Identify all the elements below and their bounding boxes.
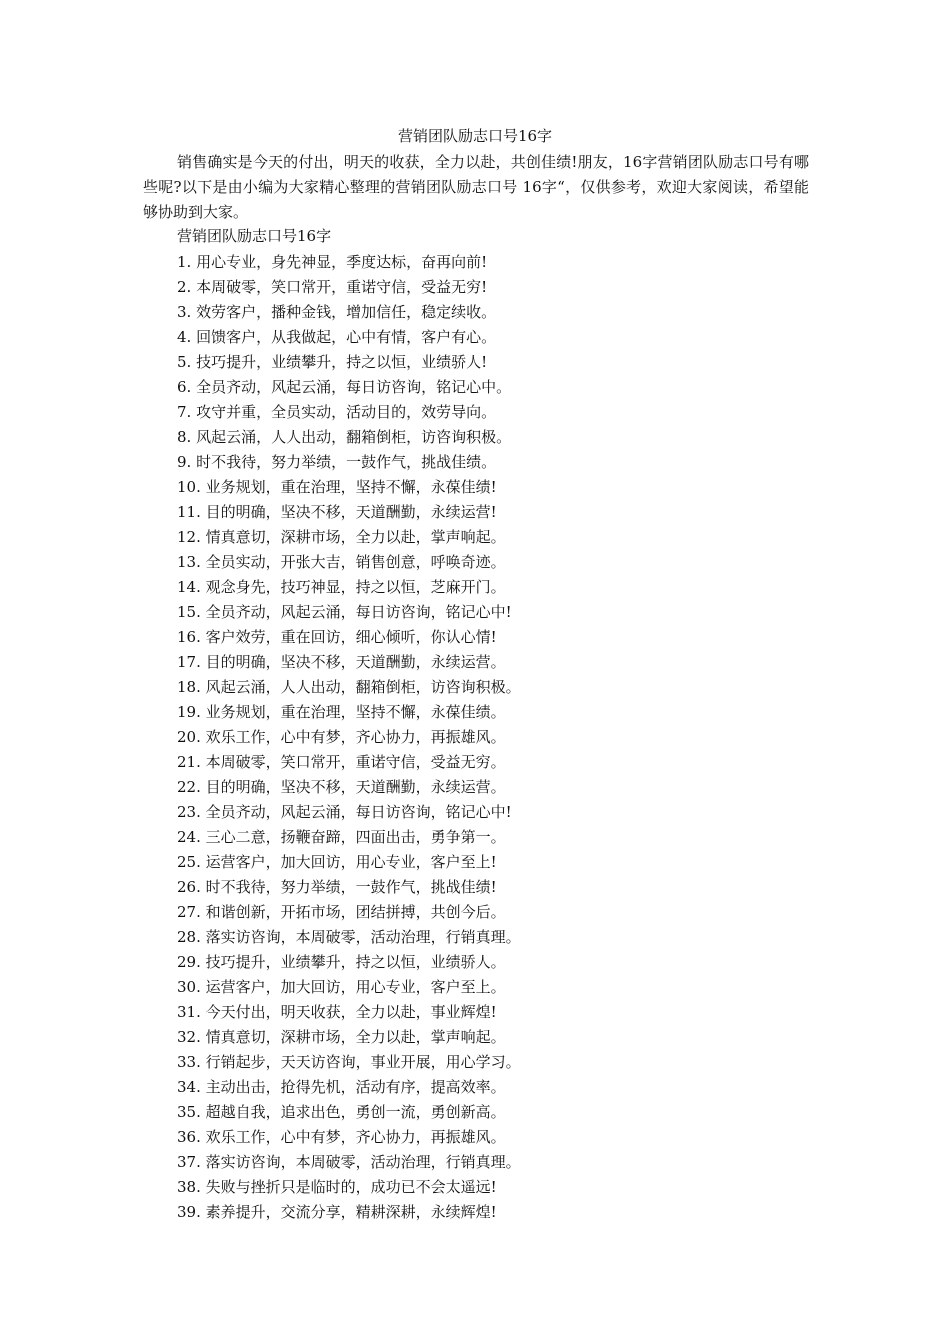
list-item: 21. 本周破零，笑口常开，重诺守信，受益无穷。	[177, 753, 506, 771]
list-item: 36. 欢乐工作，心中有梦，齐心协力，再振雄风。	[177, 1128, 506, 1146]
list-item: 39. 素养提升，交流分享，精耕深耕，永续辉煌!	[177, 1203, 497, 1221]
list-item: 25. 运营客户，加大回访，用心专业，客户至上!	[177, 853, 497, 871]
list-item: 33. 行销起步，天天访咨询，事业开展，用心学习。	[177, 1053, 521, 1071]
list-item: 29. 技巧提升，业绩攀升，持之以恒，业绩骄人。	[177, 953, 506, 971]
list-item: 30. 运营客户，加大回访，用心专业，客户至上。	[177, 978, 506, 996]
list-item: 8. 风起云涌，人人出动，翻箱倒柜，访咨询积极。	[177, 428, 512, 446]
list-item: 37. 落实访咨询，本周破零，活动治理，行销真理。	[177, 1153, 521, 1171]
list-item: 13. 全员实动，开张大吉，销售创意，呼唤奇迹。	[177, 553, 506, 571]
list-item: 5. 技巧提升，业绩攀升，持之以恒，业绩骄人!	[177, 353, 488, 371]
list-subheading: 营销团队励志口号16字	[177, 227, 332, 245]
list-item: 20. 欢乐工作，心中有梦，齐心协力，再振雄风。	[177, 728, 506, 746]
intro-paragraph: 销售确实是今天的付出，明天的收获，全力以赴，共创佳绩!朋友，16字营销团队励志口号有哪些呢?以下是由小编为大家精心整理的营销团队励志口号 16字“，仅供参考，欢迎大家阅读，希望能够协助到大家。	[143, 153, 809, 221]
document-title: 营销团队励志口号16字	[397, 127, 553, 145]
list-item: 12. 情真意切，深耕市场，全力以赴，掌声响起。	[177, 528, 506, 546]
list-item: 18. 风起云涌，人人出动，翻箱倒柜，访咨询积极。	[177, 678, 521, 696]
list-item: 2. 本周破零，笑口常开，重诺守信，受益无穷!	[177, 278, 488, 296]
list-item: 17. 目的明确，坚决不移，天道酬勤，永续运营。	[177, 653, 506, 671]
list-item: 14. 观念身先，技巧神显，持之以恒，芝麻开门。	[177, 578, 506, 596]
list-item: 16. 客户效劳，重在回访，细心倾听，你认心情!	[177, 628, 497, 646]
list-item: 9. 时不我待，努力举绩，一鼓作气，挑战佳绩。	[177, 453, 497, 471]
list-item: 26. 时不我待，努力举绩，一鼓作气，挑战佳绩!	[177, 878, 497, 896]
list-item: 19. 业务规划，重在治理，坚持不懈，永葆佳绩。	[177, 703, 506, 721]
list-item: 31. 今天付出，明天收获，全力以赴，事业辉煌!	[177, 1003, 497, 1021]
list-item: 3. 效劳客户，播种金钱，增加信任，稳定续收。	[177, 303, 497, 321]
list-item: 10. 业务规划，重在治理，坚持不懈，永葆佳绩!	[177, 478, 497, 496]
list-item: 22. 目的明确，坚决不移，天道酬勤，永续运营。	[177, 778, 506, 796]
list-item: 1. 用心专业，身先神显，季度达标，奋再向前!	[177, 253, 488, 271]
list-item: 24. 三心二意，扬鞭奋蹄，四面出击，勇争第一。	[177, 828, 506, 846]
list-item: 38. 失败与挫折只是临时的，成功已不会太遥远!	[177, 1178, 497, 1196]
slogan-list	[177, 250, 521, 1225]
list-item: 4. 回馈客户，从我做起，心中有情，客户有心。	[177, 328, 497, 346]
list-item: 15. 全员齐动，风起云涌，每日访咨询，铭记心中!	[177, 603, 512, 621]
list-item: 32. 情真意切，深耕市场，全力以赴，掌声响起。	[177, 1028, 506, 1046]
list-item: 27. 和谐创新，开拓市场，团结拼搏，共创今后。	[177, 903, 506, 921]
list-item: 6. 全员齐动，风起云涌，每日访咨询，铭记心中。	[177, 378, 512, 396]
list-item: 35. 超越自我，追求出色，勇创一流，勇创新高。	[177, 1103, 506, 1121]
list-item: 28. 落实访咨询，本周破零，活动治理，行销真理。	[177, 928, 521, 946]
list-item: 11. 目的明确，坚决不移，天道酬勤，永续运营!	[177, 503, 497, 521]
list-item: 34. 主动出击，抢得先机，活动有序，提高效率。	[177, 1078, 506, 1096]
list-item: 23. 全员齐动，风起云涌，每日访咨询，铭记心中!	[177, 803, 512, 821]
list-item: 7. 攻守并重，全员实动，活动目的，效劳导向。	[177, 403, 497, 421]
